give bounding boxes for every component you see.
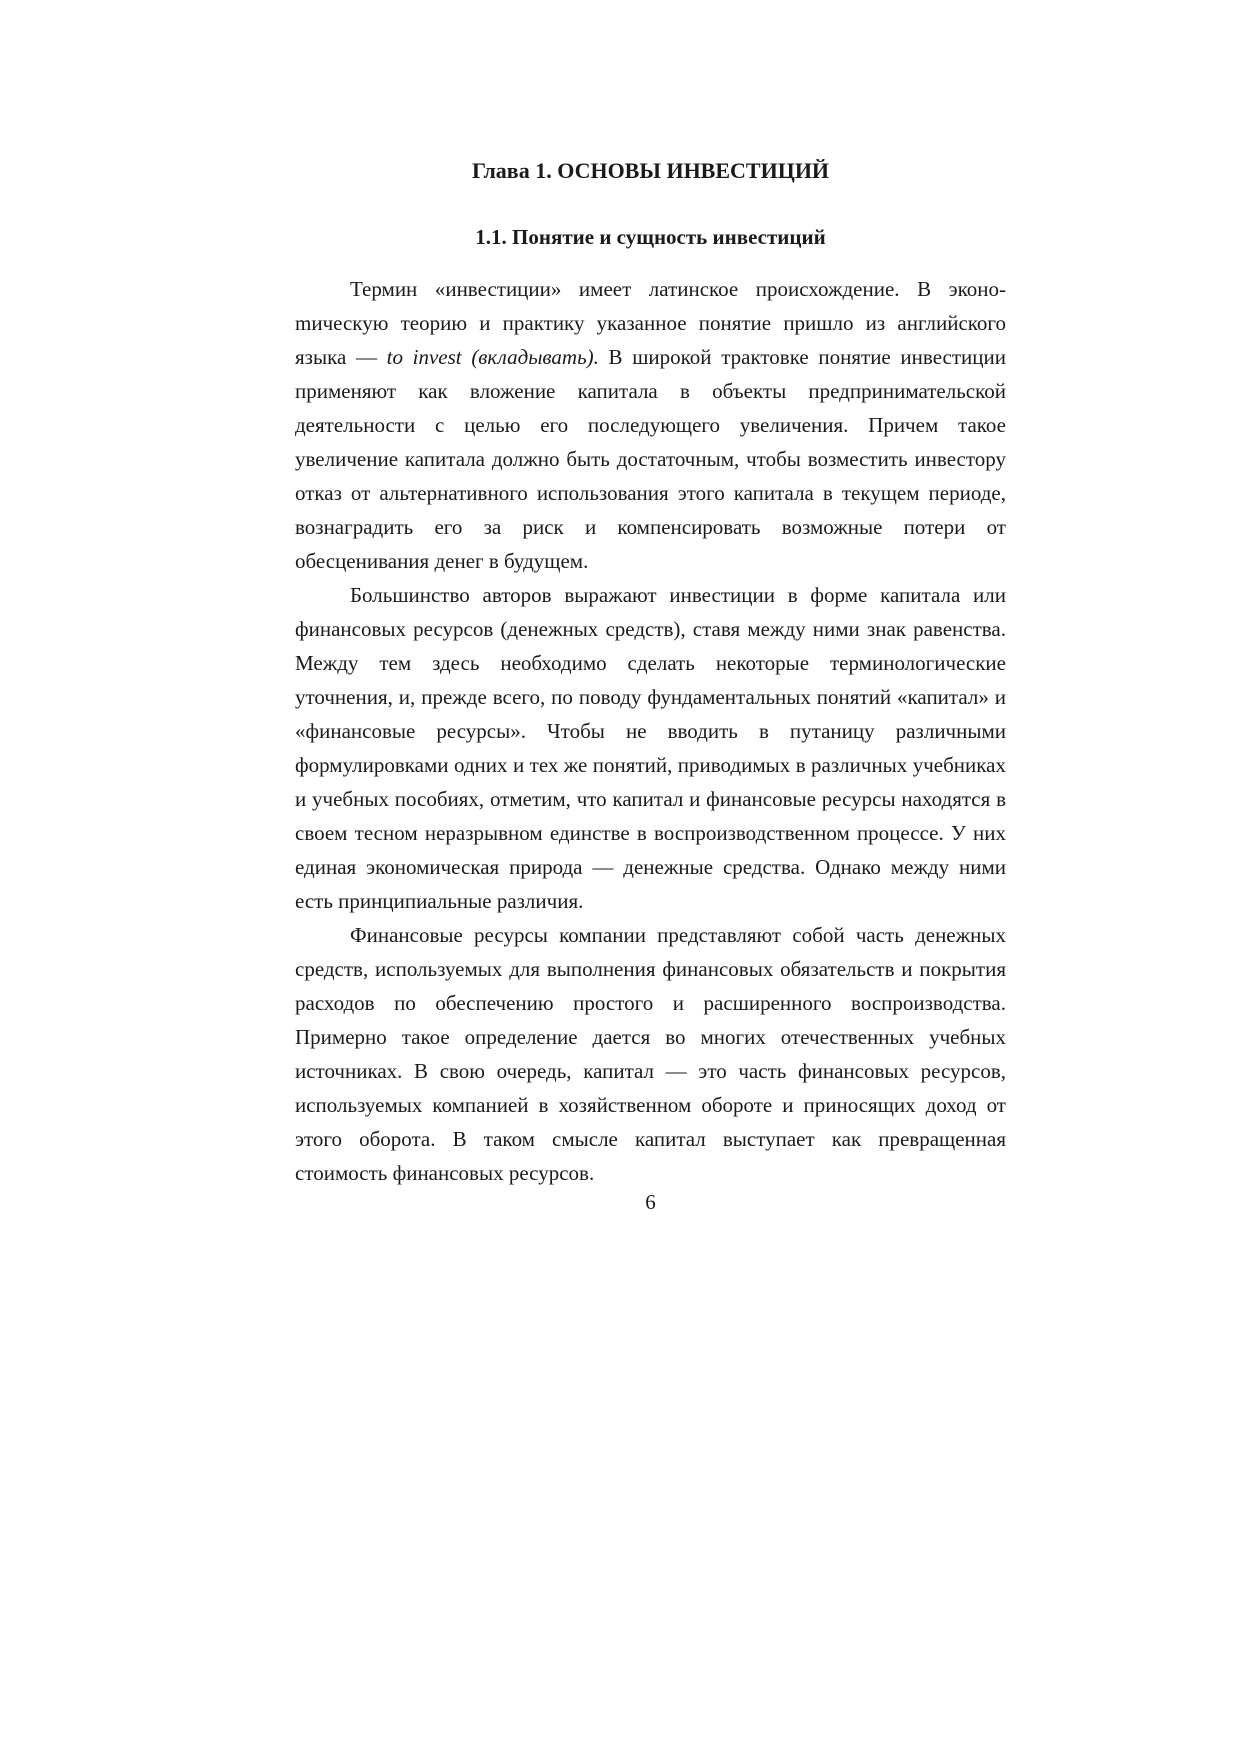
paragraph-3: Финансовые ресурсы компании представляют собой часть денежных средств, используемых для выполнения финансовых обязательств и покрытия расходов по обеспечению простого и расширенного воспроизводства. Примерно такое определение дается во многих отечественных учебных источниках. В свою очередь, капитал — это часть финансовых ресурсов, используемых компанией в хозяйственном обороте и приносящих доход от этого оборота. В таком смысле капитал выступает как превращенная стоимость финансовых ресурсов. (295, 923, 1006, 1185)
paragraph-1 (295, 272, 1006, 578)
paragraph-1-italic-term: to invest (вкладывать). (386, 345, 599, 369)
chapter-title: Глава 1. ОСНОВЫ ИНВЕСТИЦИЙ (471, 158, 830, 183)
paragraph-1-text-end: В широкой трактовке понятие инвестиции применяют как вложение капитала в объекты предпринимательской деятельности с целью его последующего увеличения. Причем такое увеличение капитала должно быть достаточным, чтобы возместить инвестору отказ от альтернативного использования этого капитала в текущем периоде, вознаградить его за риск и компенсировать возможные потери от обесценивания денег в будущем. (295, 345, 1006, 573)
section-title: 1.1. Понятие и сущность инвестиций (475, 225, 826, 249)
body-text (295, 272, 1006, 1190)
paragraph-2: Большинство авторов выражают инвестиции в форме капитала или финансовых ресурсов (денежных средств), ставя между ними знак равенства. Между тем здесь необходимо сделать некоторые терминологические уточнения, и, прежде всего, по поводу фундаментальных понятий «капитал» и «финансовые ресурсы». Чтобы не вводить в путаницу различными формулировками одних и тех же понятий, приводимых в различных учебниках и учебных пособиях, отметим, что капитал и финансовые ресурсы находятся в своем тесном неразрывном единстве в воспроизводственном процессе. У них единая экономическая природа — денежные средства. Однако между ними есть принципиальные различия. (295, 583, 1006, 913)
page-number: 6 (645, 1190, 656, 1214)
paragraph-1-text-start: Термин «инвестиции» имеет латинское происхождение. В эконоmическую теорию и практику указанное понятие пришло из английского языка — (295, 277, 1006, 369)
